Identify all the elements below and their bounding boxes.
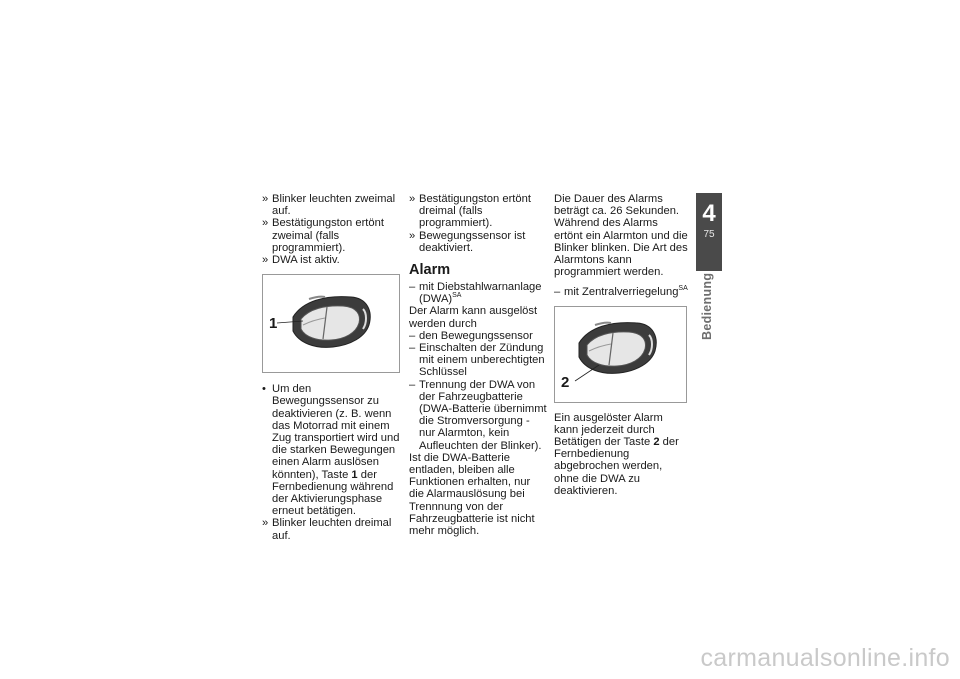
remote-key-illustration xyxy=(555,307,686,402)
dash-marker: – xyxy=(409,342,416,355)
column-3 xyxy=(554,193,689,497)
equipment-text: mit Diebstahlwarnanlage (DWA) xyxy=(419,281,542,306)
paragraph: Die Dauer des Alarms beträgt ca. 26 Sekunden. Während des Alarms ertönt ein Alarmton und die Blinker blinken. Die Art des Alarmtons kann programmiert werden. xyxy=(554,193,688,279)
instruction-item xyxy=(262,383,402,517)
paragraph-text: der Fernbedienung abgebrochen werden, ohne die DWA zu deaktivieren. xyxy=(554,436,679,497)
result-item xyxy=(409,230,547,254)
remote-key-figure-1 xyxy=(262,274,400,373)
result-text: Bestätigungston ertönt zweimal (falls programmiert). xyxy=(272,217,384,254)
list-text: den Bewegungssensor xyxy=(419,329,533,342)
column-1 xyxy=(262,193,402,542)
dash-marker: – xyxy=(409,281,416,294)
list-text: Einschalten der Zündung mit einem unberechtigten Schlüssel xyxy=(419,342,545,379)
equipment-note xyxy=(409,281,547,305)
result-marker: » xyxy=(262,517,269,530)
paragraph: Der Alarm kann ausgelöst werden durch xyxy=(409,305,538,330)
result-item xyxy=(262,254,402,266)
result-text: Blinker leuchten dreimal auf. xyxy=(272,517,392,542)
section-heading: Alarm xyxy=(409,262,451,279)
equipment-superscript: SA xyxy=(452,292,462,300)
bullet-marker: • xyxy=(262,383,266,396)
watermark: carmanualsonline.info xyxy=(700,644,950,672)
column-2 xyxy=(409,193,547,537)
list-text: Trennung der DWA von der Fahrzeugbatterie (DWA-Batterie übernimmt die Stromversorgung - nur Alarmton, kein Aufleuchten der Blinker). xyxy=(419,378,547,452)
list-item xyxy=(409,342,547,379)
paragraph: Ist die DWA-Batterie entladen, bleiben alle Funktionen erhalten, nur die Alarmauslösung bei Trennnung von der Fahrzeugbatterie ist nicht mehr möglich. xyxy=(409,451,535,538)
result-text: Blinker leuchten zweimal auf. xyxy=(272,193,396,218)
page-number: 75 xyxy=(703,229,715,240)
result-text: Bestätigungston ertönt dreimal (falls programmiert). xyxy=(419,193,531,230)
result-item xyxy=(262,217,402,254)
equipment-note xyxy=(554,286,689,298)
chapter-number: 4 xyxy=(702,200,716,227)
result-text: Bewegungssensor ist deaktiviert. xyxy=(419,229,526,254)
instruction-text: der Fernbedienung während der Aktivierungsphase erneut betätigen. xyxy=(272,468,394,518)
dash-marker: – xyxy=(409,378,416,391)
list-item xyxy=(409,330,547,342)
equipment-superscript: SA xyxy=(678,285,688,293)
figure-label: 1 xyxy=(269,315,278,333)
result-marker: » xyxy=(262,254,269,267)
instruction-text: Um den Bewegungssensor zu deaktivieren (z. B. wenn das Motorrad mit einem Zug transportiert wird und die starken Bewegungen einen Alarm auslösen könnten), Taste xyxy=(272,383,400,481)
remote-key-figure-2 xyxy=(554,306,687,403)
result-item xyxy=(409,193,547,230)
remote-key-illustration xyxy=(263,275,399,372)
result-marker: » xyxy=(409,229,416,242)
paragraph-text: Ein ausgelöster Alarm kann jederzeit durch Betätigen der Taste xyxy=(554,411,663,449)
dash-marker: – xyxy=(554,286,561,299)
result-item xyxy=(262,517,402,541)
result-text: DWA ist aktiv. xyxy=(272,254,340,267)
list-item xyxy=(409,379,547,452)
figure-label: 2 xyxy=(561,373,570,391)
chapter-tab xyxy=(696,193,722,271)
paragraph xyxy=(554,412,689,497)
key-reference: 1 xyxy=(351,468,358,481)
section-label: Bedienung xyxy=(700,272,714,340)
result-marker: » xyxy=(409,193,416,205)
result-marker: » xyxy=(262,217,269,230)
result-marker: » xyxy=(262,193,269,205)
dash-marker: – xyxy=(409,329,416,342)
equipment-text: mit Zentralverriegelung xyxy=(564,286,679,299)
result-item xyxy=(262,193,402,217)
key-reference: 2 xyxy=(653,436,660,449)
